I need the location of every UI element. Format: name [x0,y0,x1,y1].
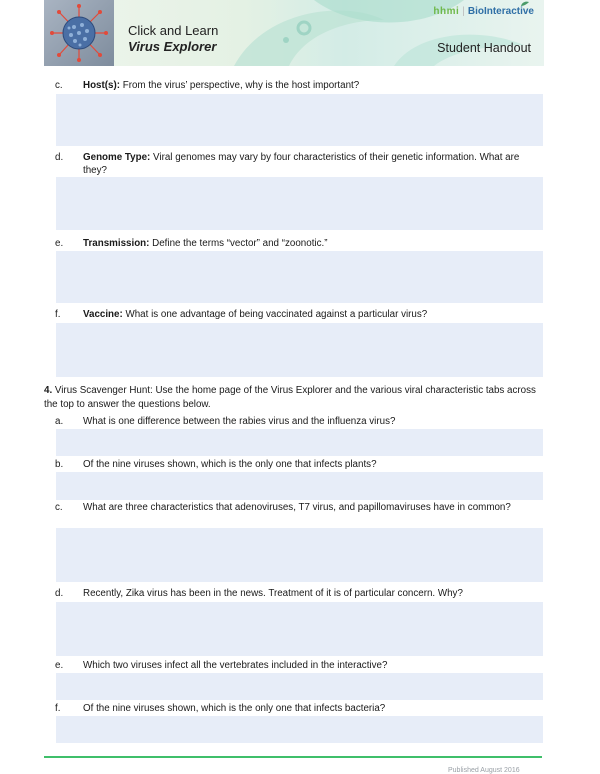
question-label: Transmission: [83,238,150,249]
section-intro-text: Virus Scavenger Hunt: Use the home page of the Virus Explorer and the various viral characteristic tabs across the top to answer the questions below. [44,385,536,410]
question-body: Define the terms “vector” and “zoonotic.” [149,238,328,249]
question-letter: f. [55,309,61,320]
brand-name: BioInteractive [467,6,534,17]
virus-image [44,0,114,66]
question-text: Recently, Zika virus has been in the news. Treatment of it is of particular concern. Why? [83,588,463,599]
answer-box-3d[interactable] [56,177,543,230]
brand-logo [433,6,534,17]
header-title-line2: Virus Explorer [128,39,217,54]
question-text: Of the nine viruses shown, which is the only one that infects plants? [83,459,377,470]
answer-box-4b[interactable] [56,472,543,500]
question-letter: c. [55,502,63,513]
virus-icon [44,0,114,66]
question-letter: e. [55,238,64,249]
answer-box-3c[interactable] [56,94,543,146]
answer-box-3f[interactable] [56,323,543,377]
question-letter: d. [55,152,64,163]
answer-box-3e[interactable] [56,251,543,303]
handout-header [44,0,544,66]
question-letter: d. [55,588,64,599]
question-body: What is one advantage of being vaccinated against a particular virus? [122,309,428,320]
section-number: 4. [44,385,53,396]
answer-box-4c[interactable] [56,528,543,582]
question-text [83,151,533,177]
answer-box-4f[interactable] [56,716,543,743]
footer-note: Published August 2016 [448,767,520,774]
question-letter: f. [55,703,61,714]
question-text: What are three characteristics that adenoviruses, T7 virus, and papillomaviruses have in common? [83,502,511,513]
question-label: Vaccine: [83,309,123,320]
brand-separator: | [462,6,465,17]
answer-box-4d[interactable] [56,602,543,656]
answer-box-4e[interactable] [56,673,543,700]
question-letter: e. [55,660,64,671]
question-text: Of the nine viruses shown, which is the only one that infects bacteria? [83,703,386,714]
answer-box-4a[interactable] [56,429,543,456]
section-4-intro [44,384,539,412]
brand-hhmi: hhmi [433,6,460,17]
footer-divider [44,756,542,758]
question-text [83,237,533,250]
question-body: Viral genomes may vary by four characteristics of their genetic information. What are they? [83,152,520,176]
question-body: From the virus’ perspective, why is the host important? [120,80,360,91]
question-letter: a. [55,416,64,427]
question-text: What is one difference between the rabies virus and the influenza virus? [83,416,396,427]
question-letter: c. [55,80,63,91]
question-label: Genome Type: [83,152,151,163]
question-text: Which two viruses infect all the vertebrates included in the interactive? [83,660,388,671]
header-subtitle: Student Handout [437,41,531,55]
header-title-line1: Click and Learn [128,23,219,38]
question-text [83,308,533,321]
question-letter: b. [55,459,64,470]
question-label: Host(s): [83,80,121,91]
question-text [83,79,533,92]
